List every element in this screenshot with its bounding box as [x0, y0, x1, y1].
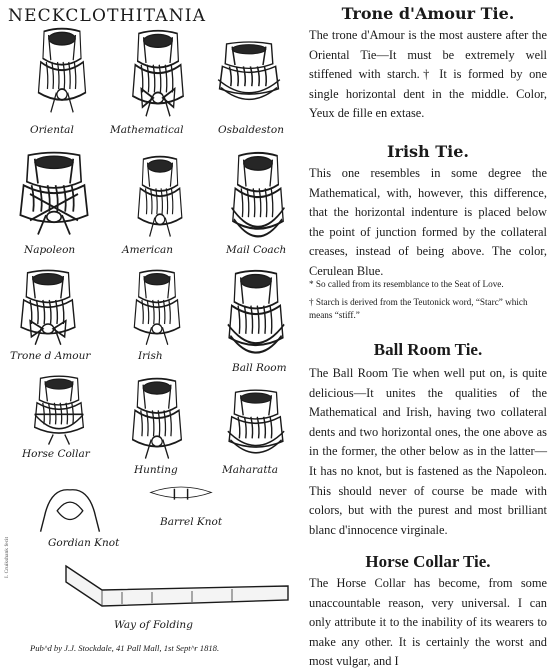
caption-trone-amour: Trone d Amour	[10, 350, 91, 362]
caption-horse-collar: Horse Collar	[22, 448, 90, 460]
neckcloth-figure-ball-room	[224, 268, 288, 362]
caption-irish: Irish	[138, 350, 163, 362]
caption-oriental: Oriental	[30, 124, 74, 136]
caption-hunting: Hunting	[134, 464, 178, 476]
neckcloth-figure-mathematical	[128, 28, 188, 120]
neckcloth-figure-napoleon	[14, 150, 94, 238]
para-horse-collar: The Horse Collar has become, from some unaccountable reason, very universal. I can only attribute it to the inability of its wearers to make any other. It is certainly the worst and most vulgar, and I	[309, 576, 547, 669]
neckcloth-figure-mail-coach	[228, 150, 288, 246]
para-ball-room: The Ball Room Tie when well put on, is quite delicious—It unites the qualities of the Mathematical and Irish, having two collateral dents and two horizontal ones, the one above as in the former, the other below as in the latter—It has no knot, but is fastened as the Napoleon. This should never of course be made with colors, but with the purest and most brilliant blanc d'innocence virginale.	[309, 366, 547, 537]
caption-gordian-knot: Gordian Knot	[48, 537, 120, 549]
caption-napoleon: Napoleon	[24, 244, 76, 256]
heading-horse-collar: Horse Collar Tie.	[365, 552, 491, 571]
neckcloth-figure-barrel-knot	[148, 478, 214, 514]
imprint-line: Pub^d by J.J. Stockdale, 41 Pall Mall, 1st Sept^r 1818.	[30, 643, 220, 653]
neckcloth-figure-oriental	[34, 26, 90, 116]
neckcloth-figure-american	[134, 154, 186, 240]
neckcloth-figure-irish	[130, 268, 184, 348]
heading-ball-room: Ball Room Tie.	[373, 340, 483, 359]
caption-osbaldeston: Osbaldeston	[218, 124, 284, 136]
caption-ball-room: Ball Room	[232, 362, 287, 374]
neckcloth-figure-horse-collar	[30, 374, 88, 446]
caption-american: American	[122, 244, 174, 256]
way-of-folding-figure	[62, 556, 292, 618]
engraver-credit: I. Cruikshank fecit	[4, 536, 10, 578]
para-trone-damour: The trone d'Amour is the most austere after the Oriental Tie—It must be extremely well stiffened with starch.† It is formed by one single horizontal dent in the middle. Color, Yeux de fille en extase.	[309, 28, 547, 121]
caption-way-of-folding: Way of Folding	[114, 619, 193, 631]
plate-title: NECKCLOTHITANIA	[8, 6, 207, 26]
footnote-star: * So called from its resemblance to the Seat of Love.	[309, 279, 504, 289]
neckcloth-figure-trone-amour	[16, 268, 80, 348]
caption-mathematical: Mathematical	[110, 124, 184, 136]
caption-maharatta: Maharatta	[222, 464, 279, 476]
caption-mail-coach: Mail Coach	[226, 244, 287, 256]
neckcloth-figure-gordian-knot	[38, 476, 102, 534]
para-irish: This one resembles in some degree the Mathematical, with, however, this difference, that the horizontal indenture is placed below the point of junction formed by the collateral creases, instead of being above. The color, Cerulean Blue.	[309, 166, 547, 278]
neckcloth-figure-maharatta	[224, 388, 288, 460]
neckcloth-figure-hunting	[128, 376, 186, 462]
neckcloth-figure-osbaldeston	[214, 40, 284, 106]
heading-trone-damour: Trone d'Amour Tie.	[341, 4, 515, 23]
footnote-dagger: † Starch is derived from the Teutonick word, “Starc” which means “stiff.”	[309, 297, 528, 320]
heading-irish: Irish Tie.	[387, 142, 469, 161]
caption-barrel-knot: Barrel Knot	[160, 516, 223, 528]
